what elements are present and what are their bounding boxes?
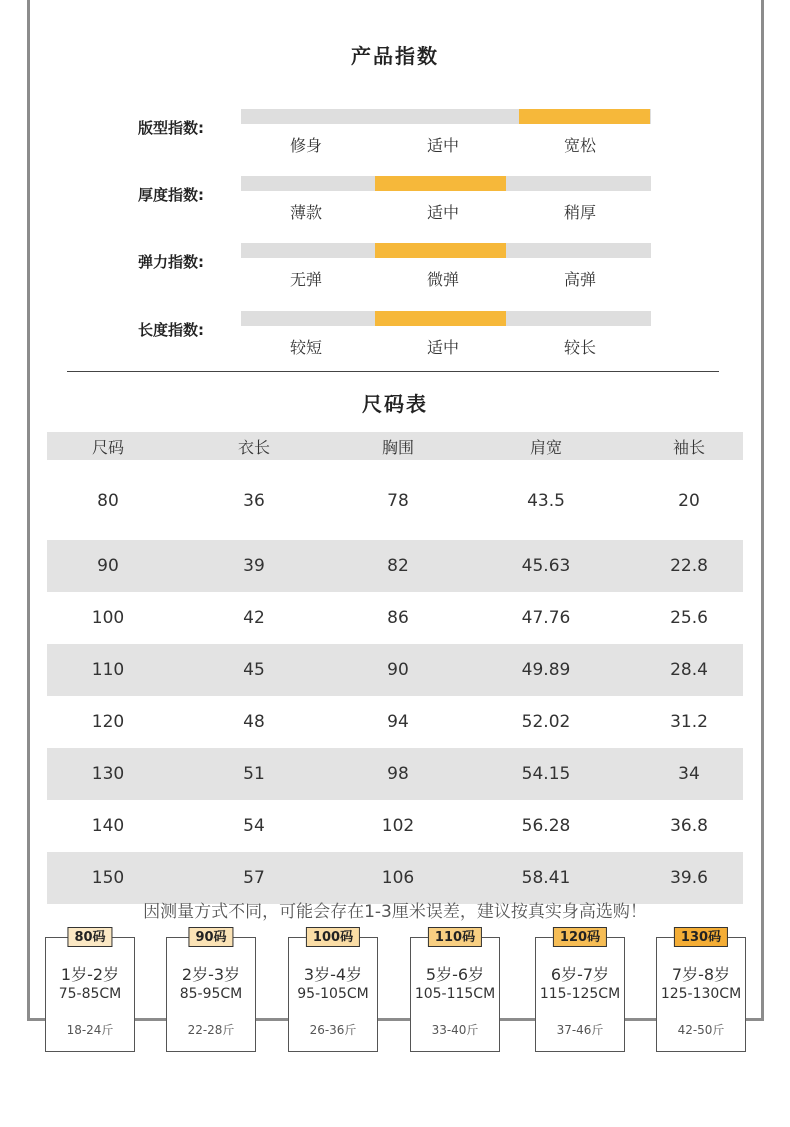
table-cell: 20	[635, 460, 743, 540]
index-row-elasticity	[0, 243, 790, 293]
column-header: 袖长	[635, 432, 743, 460]
table-cell: 106	[339, 852, 457, 904]
table-cell: 28.4	[635, 644, 743, 696]
table-cell: 102	[339, 800, 457, 852]
table-cell: 130	[47, 748, 169, 800]
age-range: 1岁-2岁	[60, 965, 120, 984]
weight-range: 26-36斤	[309, 1023, 357, 1037]
age-range: 5岁-6岁	[425, 965, 485, 984]
table-cell: 48	[169, 696, 339, 748]
table-cell: 45	[169, 644, 339, 696]
table-cell: 57	[169, 852, 339, 904]
table-cell: 120	[47, 696, 169, 748]
height-range: 115-125CM	[539, 986, 621, 1002]
index-option: 修身	[289, 136, 322, 155]
index-track	[241, 109, 651, 124]
table-cell: 39.6	[635, 852, 743, 904]
table-cell: 39	[169, 540, 339, 592]
table-cell: 36	[169, 460, 339, 540]
index-track	[241, 243, 651, 258]
weight-range: 22-28斤	[187, 1023, 235, 1037]
table-cell: 52.02	[457, 696, 635, 748]
height-range: 75-85CM	[58, 986, 122, 1002]
index-track	[241, 176, 651, 191]
product-index-title: 产品指数	[351, 44, 439, 68]
table-cell: 98	[339, 748, 457, 800]
table-cell: 36.8	[635, 800, 743, 852]
table-cell: 94	[339, 696, 457, 748]
index-label: 弹力指数:	[138, 253, 204, 271]
index-option: 适中	[426, 338, 459, 357]
table-cell: 51	[169, 748, 339, 800]
height-range: 85-95CM	[179, 986, 243, 1002]
table-cell: 47.76	[457, 592, 635, 644]
index-option: 较短	[289, 338, 322, 357]
table-cell: 110	[47, 644, 169, 696]
table-row	[47, 540, 743, 592]
table-cell: 34	[635, 748, 743, 800]
size-tag: 90码	[188, 927, 233, 947]
age-range: 2岁-3岁	[181, 965, 241, 984]
table-cell: 86	[339, 592, 457, 644]
index-option: 适中	[426, 203, 459, 222]
index-fill	[375, 243, 506, 258]
size-tag: 80码	[67, 927, 112, 947]
table-row	[47, 460, 743, 540]
size-chart-title: 尺码表	[362, 392, 428, 416]
index-option: 较长	[563, 338, 596, 357]
table-cell: 22.8	[635, 540, 743, 592]
table-cell: 54.15	[457, 748, 635, 800]
column-header: 尺码	[47, 432, 169, 460]
table-cell: 90	[339, 644, 457, 696]
size-card	[410, 930, 500, 1052]
height-range: 95-105CM	[297, 986, 369, 1002]
section-divider	[67, 371, 719, 372]
index-option: 无弹	[289, 270, 322, 289]
table-cell: 54	[169, 800, 339, 852]
weight-range: 33-40斤	[431, 1023, 479, 1037]
table-cell: 140	[47, 800, 169, 852]
index-option: 高弹	[563, 270, 596, 289]
index-fill	[375, 176, 506, 191]
table-cell: 90	[47, 540, 169, 592]
index-label: 版型指数:	[138, 119, 204, 137]
age-range: 3岁-4岁	[303, 965, 363, 984]
table-cell: 25.6	[635, 592, 743, 644]
table-cell: 45.63	[457, 540, 635, 592]
table-cell: 78	[339, 460, 457, 540]
size-tag: 110码	[428, 927, 482, 947]
height-range: 105-115CM	[414, 986, 496, 1002]
table-cell: 100	[47, 592, 169, 644]
table-cell: 31.2	[635, 696, 743, 748]
size-card	[45, 930, 135, 1052]
weight-range: 18-24斤	[66, 1023, 114, 1037]
column-header: 肩宽	[457, 432, 635, 460]
table-row	[47, 644, 743, 696]
table-row	[47, 696, 743, 748]
table-cell: 82	[339, 540, 457, 592]
size-tag: 120码	[553, 927, 607, 947]
table-row	[47, 800, 743, 852]
table-cell: 43.5	[457, 460, 635, 540]
index-label: 厚度指数:	[138, 186, 204, 204]
table-row	[47, 748, 743, 800]
table-row	[47, 592, 743, 644]
age-range: 6岁-7岁	[550, 965, 610, 984]
index-label: 长度指数:	[138, 321, 204, 339]
index-row-length	[0, 311, 790, 361]
column-header: 衣长	[169, 432, 339, 460]
table-cell: 49.89	[457, 644, 635, 696]
index-row-thickness	[0, 176, 790, 226]
size-table	[47, 432, 743, 904]
weight-range: 37-46斤	[556, 1023, 604, 1037]
index-track	[241, 311, 651, 326]
table-cell: 56.28	[457, 800, 635, 852]
index-fill	[375, 311, 506, 326]
table-cell: 80	[47, 460, 169, 540]
table-cell: 58.41	[457, 852, 635, 904]
index-option: 稍厚	[563, 203, 596, 222]
index-row-fit	[0, 109, 790, 159]
index-option: 宽松	[563, 136, 596, 155]
column-header: 胸围	[339, 432, 457, 460]
size-card	[288, 930, 378, 1052]
height-range: 125-130CM	[660, 986, 742, 1002]
size-tag: 130码	[674, 927, 728, 947]
table-header-row	[47, 432, 743, 460]
size-tag: 100码	[306, 927, 360, 947]
age-range: 7岁-8岁	[671, 965, 731, 984]
table-cell: 42	[169, 592, 339, 644]
weight-range: 42-50斤	[677, 1023, 725, 1037]
size-card	[166, 930, 256, 1052]
index-option: 微弹	[426, 270, 459, 289]
index-option: 薄款	[289, 203, 322, 222]
measurement-note: 因测量方式不同，可能会存在1-3厘米误差，建议按真实身高选购！	[143, 902, 647, 922]
index-option: 适中	[426, 136, 459, 155]
size-card	[656, 930, 746, 1052]
size-card	[535, 930, 625, 1052]
table-cell: 150	[47, 852, 169, 904]
index-fill	[519, 109, 650, 124]
